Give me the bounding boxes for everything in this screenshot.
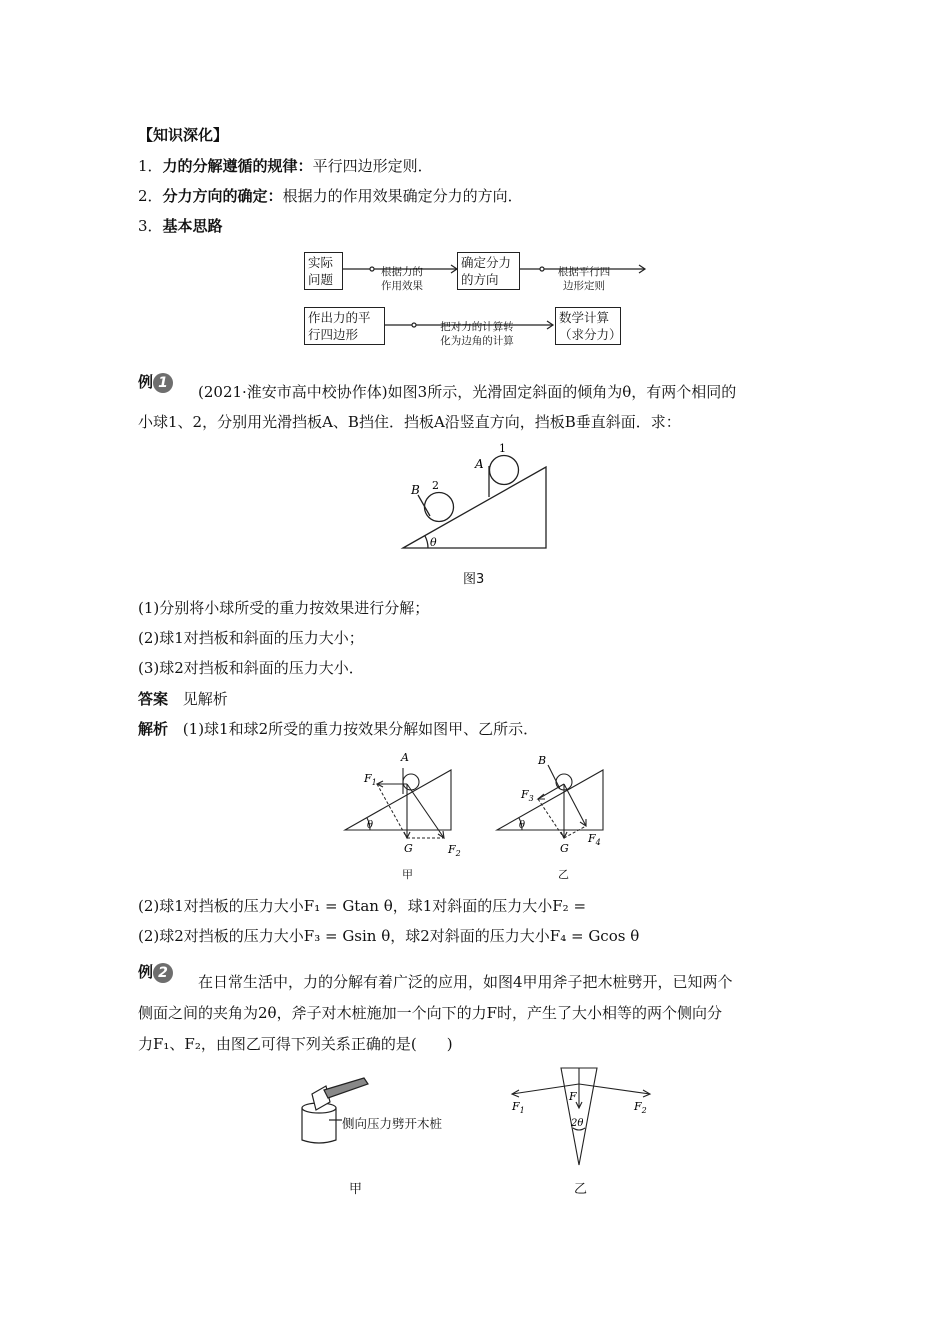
axe-label: 侧向压力劈开木桩 bbox=[342, 1116, 443, 1131]
figure-3-incline bbox=[398, 440, 553, 555]
question-1: (1)分别将小球所受的重力按效果进行分解； bbox=[138, 599, 430, 617]
figure-jia-caption: 甲 bbox=[402, 868, 413, 881]
label-angle: 2θ bbox=[571, 1118, 584, 1129]
label-angle: θ bbox=[430, 536, 437, 549]
list-item bbox=[138, 186, 523, 206]
solution-3: (2)球2对挡板的压力大小F₃ = Gsin θ，球2对斜面的压力大小F₄ = Gcos θ bbox=[138, 927, 640, 945]
list-item bbox=[138, 216, 223, 236]
label-f2: $F_2$ bbox=[634, 1100, 647, 1115]
figure-wedge-caption: 乙 bbox=[574, 1182, 588, 1197]
f3-arrow bbox=[538, 784, 564, 799]
example-1-line-2: 小球1、2，分别用光滑挡板A、B挡住．挡板A沿竖直方向，挡板B垂直斜面．求： bbox=[138, 413, 681, 431]
example-label: 例 bbox=[138, 963, 154, 981]
list-item bbox=[138, 156, 433, 176]
item-term: 基本思路 bbox=[162, 217, 223, 235]
example-2-line-3: 力F₁、F₂，由图乙可得下列关系正确的是( ) bbox=[138, 1035, 453, 1053]
item-text: 平行四边形定则． bbox=[312, 157, 433, 175]
label-board-a: A bbox=[475, 457, 484, 471]
question-2: (2)球1对挡板和斜面的压力大小； bbox=[138, 629, 364, 647]
flow-arrow-label bbox=[364, 265, 440, 293]
question-3: (3)球2对挡板和斜面的压力大小． bbox=[138, 659, 364, 677]
item-term: 力的分解遵循的规律： bbox=[162, 157, 313, 175]
flow-box-parallelogram bbox=[304, 307, 385, 345]
label-f3: $F_3$ bbox=[521, 788, 534, 803]
label-board-b: B bbox=[538, 754, 547, 767]
label-f1: $F_1$ bbox=[512, 1100, 525, 1115]
item-number: 2． bbox=[138, 187, 163, 205]
label-board-b: B bbox=[411, 483, 420, 497]
example-1-line-1: (2021·淮安市高中校协作体)如图3所示，光滑固定斜面的倾角为θ，有两个相同的 bbox=[198, 383, 737, 401]
example-number-badge: 1 bbox=[153, 373, 173, 393]
example-2-line-2: 侧面之间的夹角为2θ，斧子对木桩施加一个向下的力F时，产生了大小相等的两个侧向分 bbox=[138, 1004, 722, 1022]
analysis-line bbox=[138, 719, 538, 739]
label-angle: θ bbox=[367, 820, 374, 831]
answer-line bbox=[138, 689, 228, 709]
figure-axe-caption: 甲 bbox=[349, 1182, 363, 1197]
label-ball-2: 2 bbox=[432, 479, 439, 492]
flow-arrow-text: 作用效果 bbox=[381, 280, 423, 292]
analysis-label: 解析 bbox=[138, 720, 169, 738]
flow-arrow-text: 根据平行四 bbox=[557, 266, 611, 278]
angle-arc bbox=[425, 536, 428, 548]
f4-arrow bbox=[564, 784, 586, 826]
flow-arrow-label bbox=[424, 320, 530, 348]
item-number: 3． bbox=[138, 217, 163, 235]
label-f4: $F_4$ bbox=[588, 832, 601, 847]
figure-yi-decomposition bbox=[492, 748, 612, 863]
answer-text: 见解析 bbox=[182, 690, 228, 708]
flow-arrow-text: 根据力的 bbox=[381, 266, 423, 278]
analysis-text: (1)球1和球2所受的重力按效果分解如图甲、乙所示． bbox=[182, 720, 539, 738]
label-board-a: A bbox=[401, 751, 409, 764]
flow-box-determine-direction bbox=[457, 252, 520, 290]
item-number: 1． bbox=[138, 157, 163, 175]
item-term: 分力方向的确定： bbox=[162, 187, 283, 205]
label-f2: $F_2$ bbox=[448, 843, 461, 858]
label-f: F bbox=[569, 1090, 577, 1103]
example-2-header bbox=[138, 962, 173, 983]
flow-box-line: 作出力的平 bbox=[308, 310, 371, 325]
flow-box-line: 的方向 bbox=[461, 272, 499, 287]
flow-box-line: 行四边形 bbox=[308, 327, 359, 342]
label-ball-1: 1 bbox=[499, 442, 506, 455]
example-label: 例 bbox=[138, 373, 154, 391]
flow-box-line: 问题 bbox=[308, 272, 334, 287]
flow-box-line: 实际 bbox=[308, 255, 334, 270]
ball-1 bbox=[403, 774, 419, 790]
figure-jia-decomposition bbox=[340, 748, 475, 863]
axe-handle bbox=[324, 1078, 368, 1098]
solution-2: (2)球1对挡板的压力大小F₁ = Gtan θ，球1对斜面的压力大小F₂ = bbox=[138, 897, 587, 915]
figure-yi-caption: 乙 bbox=[558, 868, 569, 881]
example-number-badge: 2 bbox=[153, 963, 173, 983]
item-text: 根据力的作用效果确定分力的方向． bbox=[282, 187, 523, 205]
figure-wedge-forces bbox=[500, 1060, 660, 1175]
example-1-header bbox=[138, 372, 173, 393]
label-g: G bbox=[560, 842, 569, 855]
ball-2 bbox=[425, 493, 454, 522]
figure-axe bbox=[294, 1070, 464, 1150]
section-title: 【知识深化】 bbox=[138, 126, 229, 144]
example-2-line-1: 在日常生活中，力的分解有着广泛的应用，如图4甲用斧子把木桩劈开，已知两个 bbox=[198, 973, 733, 991]
flow-arrow-label bbox=[549, 265, 619, 293]
label-g: G bbox=[404, 842, 413, 855]
figure-3-caption: 图3 bbox=[463, 572, 485, 587]
answer-label: 答案 bbox=[138, 690, 169, 708]
flow-arrow-text: 化为边角的计算 bbox=[440, 335, 514, 347]
label-angle: θ bbox=[519, 820, 526, 831]
flow-arrow-text: 把对力的计算转 bbox=[440, 321, 514, 333]
flow-box-actual-problem bbox=[304, 252, 343, 290]
f2-arrow bbox=[579, 1084, 650, 1094]
label-f1: $F_1$ bbox=[364, 772, 377, 787]
flow-arrow-text: 边形定则 bbox=[563, 280, 605, 292]
ball-1 bbox=[490, 456, 519, 485]
incline bbox=[497, 770, 603, 830]
flow-box-math bbox=[555, 307, 621, 345]
flow-box-line: （求分力） bbox=[559, 327, 622, 342]
flow-box-line: 确定分力 bbox=[461, 255, 512, 270]
flow-box-line: 数学计算 bbox=[559, 310, 610, 325]
